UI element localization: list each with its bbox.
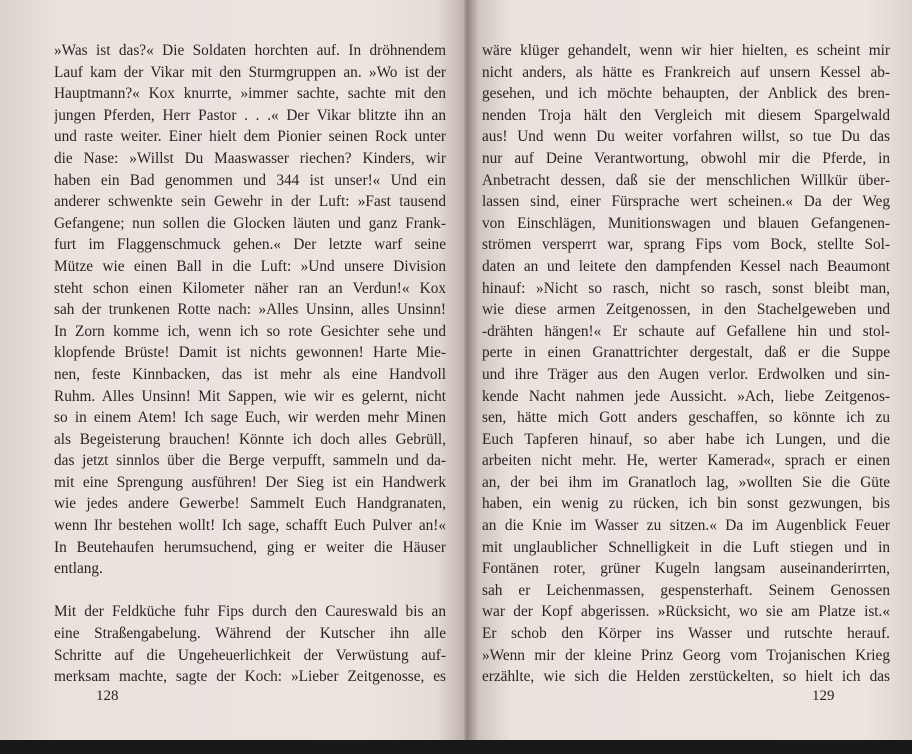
page-bottom-shadow — [0, 740, 912, 754]
text-line: Euch Tapferen hinauf, so aber habe ich Lungen, und die — [482, 430, 890, 448]
text-line: Mit der Feldküche fuhr Fips durch den Caureswald bis an — [54, 603, 446, 621]
text-line: gesehen, und ich möchte behaupten, der Anblick des bren- — [482, 85, 890, 103]
right-page-text — [482, 40, 890, 688]
text-line: nur auf Deine Verantwortung, obwohl mir die Pferde, in — [482, 149, 890, 167]
text-line: daten an und leitete den dampfenden Kessel nach Beaumont — [482, 257, 890, 275]
text-line: Mütze wie einen Ball in die Luft: »Und unsere Division — [54, 257, 446, 275]
text-line: Lauf kam der Vikar mit den Sturmgruppen an. »Wo ist der — [54, 63, 446, 81]
text-line: an, der bei ihm im Granatloch lag, »wollten Sie die Güte — [482, 473, 890, 491]
paragraph-gap — [54, 580, 446, 602]
text-line: perte in einen Granattrichter dergestalt, daß er die Suppe — [482, 344, 890, 362]
text-line: nicht anders, als hätte es Frankreich auf unsern Kessel ab- — [482, 63, 890, 81]
text-line: »Was ist das?« Die Soldaten horchten auf. In dröhnendem — [54, 42, 446, 59]
text-line: kende Nacht nahmen jede Aussicht. »Ach, liebe Zeitgenos- — [482, 387, 890, 405]
text-line: das jetzt sinnlos über die Berge verpufft, sammeln und da- — [54, 452, 446, 470]
text-line: Hauptmann?« Kox knurrte, »immer sachte, sachte mit den — [54, 85, 446, 103]
text-line: Schritte auf die Ungeheuerlichkeit der Verwüstung auf- — [54, 646, 446, 664]
text-line: wie diese armen Zeitgenossen, in den Stachelgeweben und — [482, 301, 890, 319]
text-line: nenden Troja hält den Vergleich mit diesem Spargelwald — [482, 106, 890, 124]
text-line: merksam machte, sagte der Koch: »Lieber Zeitgenosse, es — [54, 668, 446, 686]
left-page-number: 128 — [96, 688, 119, 704]
text-line: eine Straßengabelung. Während der Kutscher ihn alle — [54, 625, 446, 643]
text-line: aus! Und wenn Du weiter vorfahren willst, so tue Du das — [482, 128, 890, 146]
text-line: entlang. — [54, 560, 103, 578]
text-line: Ruhm. Alles Unsinn! Mit Sappen, wie wir es gelernt, nicht — [54, 387, 446, 405]
text-line: sen, hätte mich Gott anders geschaffen, so könnte ich zu — [482, 409, 890, 427]
text-line: In Zorn komme ich, wenn ich so rote Gesichter sehe und — [54, 322, 446, 340]
text-line: Anbetracht dessen, daß sie der menschlichen Willkür über- — [482, 171, 890, 189]
text-line: In Beutehaufen herumsuchend, ging er weiter die Häuser — [54, 538, 446, 556]
text-line: arbeiten nicht mehr. He, werter Kamerad«, sprach er einen — [482, 452, 890, 470]
left-page — [0, 0, 462, 740]
text-line: strömen versperrt war, sprang Fips vom Bock, stellte Sol- — [482, 236, 890, 254]
text-line: furt im Flaggenschmuck gehen.« Der letzte warf seine — [54, 236, 446, 254]
text-line: haben ein Bad genommen und 344 ist unser!« Und ein — [54, 171, 446, 189]
text-line: an die Knie im Wasser zu sitzen.« Da im Augenblick Feuer — [482, 517, 890, 535]
right-page — [466, 0, 912, 740]
text-line: anderer schwenkte sein Gewehr in der Luft: »Fast tausend — [54, 193, 446, 211]
text-line: steht schon einen Kilometer näher ran an Verdun!« Kox — [54, 279, 446, 297]
text-line: wäre klüger gehandelt, wenn wir hier hielten, es scheint mir — [482, 42, 890, 59]
text-line: lassen sind, einer Fürsprache wert scheinen.« Da der Weg — [482, 193, 890, 211]
text-line: erzählte, wie sich die Helden zerstückelten, so hielt ich das — [482, 668, 890, 686]
text-line: sah der trunkenen Rotte nach: »Alles Unsinn, alles Unsinn! — [54, 301, 446, 319]
text-line: -drähten hängen!« Er schaute auf Gefallene hin und stol- — [482, 322, 890, 340]
text-line: von Einschlägen, Munitionswagen und blauen Gefangenen- — [482, 214, 890, 232]
text-line: hinauf: »Nicht so rasch, nicht so rasch, sonst bleibt man, — [482, 279, 890, 297]
left-page-text — [54, 40, 446, 688]
text-line: so in einem Atem! Ich sage Euch, wir werden mehr Minen — [54, 409, 446, 427]
text-line: war der Kopf abgerissen. »Rücksicht, wo sie am Platze ist.« — [482, 603, 890, 621]
text-line: mit unglaublicher Schnelligkeit in die Luft stiegen und in — [482, 538, 890, 556]
right-page-number: 129 — [812, 688, 835, 704]
text-line: und raste weiter. Einer hielt dem Pionier seinen Rock unter — [54, 128, 446, 146]
text-line: und ihre Träger aus den Augen verlor. Erdwolken und sin- — [482, 365, 890, 383]
text-line: die Nase: »Willst Du Maaswasser riechen? Kinders, wir — [54, 149, 446, 167]
text-line: wie jedes andere Gewerbe! Sammelt Euch Handgranaten, — [54, 495, 446, 513]
text-line: haben, ein wenig zu rücken, ich bin sonst gezwungen, bis — [482, 495, 890, 513]
text-line: »Wenn mir der kleine Prinz Georg vom Trojanischen Krieg — [482, 646, 890, 664]
text-line: mit eine Sprengung ausführen! Der Sieg ist ein Handwerk — [54, 473, 446, 491]
text-line: nen, feste Kinnbacken, das ist mehr als eine Handvoll — [54, 365, 446, 383]
text-line: wenn Ihr bestehen wollt! Ich sage, schafft Euch Pulver an!« — [54, 517, 446, 535]
text-line: als Begeisterung brauchen! Könnte ich doch alles Gebrüll, — [54, 430, 446, 448]
text-line: Er schob den Körper ins Wasser und rutschte herauf. — [482, 625, 890, 643]
text-line: Gefangene; nun sollen die Glocken läuten und ganz Frank- — [54, 214, 446, 232]
text-line: sah er Leichenmassen, gespensterhaft. Seinem Genossen — [482, 581, 890, 599]
text-line: Fontänen roter, grüner Kugeln langsam auseinanderirrten, — [482, 560, 890, 578]
text-line: jungen Pferden, Herr Pastor . . .« Der Vikar blitzte ihn an — [54, 106, 446, 124]
text-line: klopfende Brüste! Damit ist nichts gewonnen! Harte Mie- — [54, 344, 446, 362]
